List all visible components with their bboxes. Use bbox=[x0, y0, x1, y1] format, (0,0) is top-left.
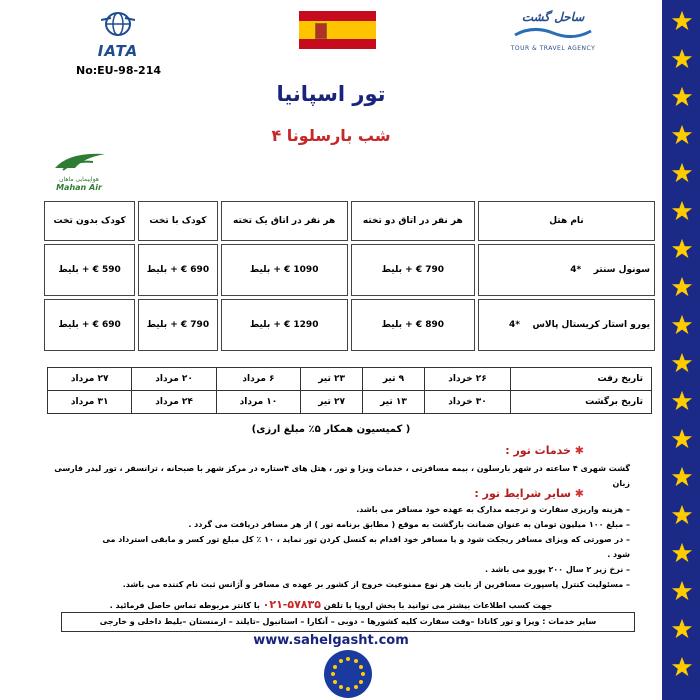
star-icon bbox=[671, 580, 693, 602]
contact-line bbox=[0, 598, 662, 611]
star-icon bbox=[671, 124, 693, 146]
star-icon bbox=[671, 656, 693, 678]
column-header: کودک با تخت bbox=[138, 201, 217, 241]
star-icon bbox=[671, 390, 693, 412]
star-icon bbox=[671, 466, 693, 488]
column-header: هر نفر در اتاق دو تخته bbox=[351, 201, 475, 241]
price-cell: 690 € + بلیط bbox=[44, 299, 135, 351]
condition-item: – مبلغ ۱۰۰ میلیون تومان به عنوان ضمانت بازگشت به موقع ( مطابق برنامه تور ) از هر مسافر دریافت می گردد . bbox=[188, 520, 630, 529]
price-cell: 790 € + بلیط bbox=[351, 244, 475, 296]
eu-star-icon bbox=[333, 680, 337, 684]
date-cell: ۶ مرداد bbox=[216, 368, 300, 391]
asterisk-icon: ✱ bbox=[574, 487, 584, 500]
eu-star-icon bbox=[339, 685, 343, 689]
date-cell: ۲۴ مرداد bbox=[132, 391, 216, 414]
date-cell: ۲۰ مرداد bbox=[132, 368, 216, 391]
wave-icon bbox=[513, 25, 593, 39]
star-icon bbox=[671, 542, 693, 564]
date-cell: ۹ تیر bbox=[363, 368, 425, 391]
hotel-name-cell bbox=[478, 244, 655, 296]
departure-label: تاریخ رفت bbox=[511, 368, 652, 391]
hotel-price-table bbox=[41, 198, 658, 354]
eu-star-icon bbox=[354, 659, 358, 663]
condition-item: – نرخ زیر ۲ سال ۲۰۰ یورو می باشد . bbox=[485, 565, 630, 574]
tour-code: No:EU-98-214 bbox=[76, 64, 162, 77]
iata-logo bbox=[78, 10, 158, 60]
column-header: نام هتل bbox=[478, 201, 655, 241]
asterisk-icon: ✱ bbox=[574, 444, 584, 457]
date-cell: ۱۳ تیر bbox=[363, 391, 425, 414]
services-title: خدمات تور : bbox=[505, 444, 571, 457]
hotel-name-cell bbox=[478, 299, 655, 351]
services-text: گشت شهری ۴ ساعته در شهر بارسلون ، بیمه مسافرتی ، خدمات ویزا و تور ، هتل های ۴ستاره در مرکز شهر با صبحانه ، ترانسفر ، تور لیدر فارسی زبان bbox=[54, 464, 630, 488]
date-cell: ۱۰ مرداد bbox=[216, 391, 300, 414]
eu-stars-icon bbox=[324, 650, 372, 698]
table-header-row bbox=[44, 201, 655, 241]
other-services: سایر خدمات : ویزا و تور کانادا –وقت سفارت کلیه کشورها – دوبی – آنکارا – استانبول –تایلند – ارمنستان –بلیط داخلی و خارجی bbox=[61, 612, 635, 632]
eu-star-icon bbox=[333, 665, 337, 669]
contact-after: با کانتر مربوطه تماس حاصل فرمائید . bbox=[109, 601, 260, 610]
dates-table bbox=[47, 367, 652, 414]
eu-stripe bbox=[662, 0, 700, 700]
price-cell: 690 € + بلیط bbox=[138, 244, 217, 296]
hotel-name: یورو استار کریستال پالاس bbox=[532, 320, 650, 330]
agency-logo bbox=[498, 10, 608, 52]
price-cell: 1090 € + بلیط bbox=[221, 244, 348, 296]
conditions-heading bbox=[474, 487, 584, 500]
star-icon bbox=[671, 86, 693, 108]
hotel-stars: *4 bbox=[570, 265, 582, 275]
hotel-stars: *4 bbox=[508, 320, 520, 330]
conditions-title: سایر شرایط تور : bbox=[474, 487, 571, 500]
return-row bbox=[48, 391, 652, 414]
globe-icon bbox=[101, 10, 135, 38]
star-icon bbox=[671, 314, 693, 336]
airline-english: Mahan Air bbox=[56, 183, 102, 192]
departure-row bbox=[48, 368, 652, 391]
services-heading bbox=[505, 444, 584, 457]
price-cell: 1290 € + بلیط bbox=[221, 299, 348, 351]
return-label: تاریخ برگشت bbox=[511, 391, 652, 414]
price-cell: 590 € + بلیط bbox=[44, 244, 135, 296]
bird-icon bbox=[49, 150, 109, 172]
column-header: هر نفر در اتاق یک تخته bbox=[221, 201, 348, 241]
date-cell: ۳۰ خرداد bbox=[424, 391, 510, 414]
condition-item: – در صورتی که ویزای مسافر ریجکت شود و یا مسافر خود اقدام به کنسل کردن تور نماید ، ۱۰ ٪ کل مبلغ تور کسر و مابقی استرداد می شود . bbox=[102, 535, 630, 559]
eu-star-icon bbox=[354, 685, 358, 689]
spain-flag bbox=[299, 11, 376, 49]
date-cell: ۲۷ مرداد bbox=[48, 368, 132, 391]
page-subtitle: ۴ شب بارسلونا bbox=[271, 126, 391, 145]
star-icon bbox=[671, 352, 693, 374]
condition-item: – مسئولیت کنترل پاسپورت مسافرین از بابت هر نوع ممنوعیت خروج از کشور بر عهده ی مسافر و آژانس ثبت نام کننده می باشد. bbox=[122, 580, 630, 589]
table-row bbox=[44, 299, 655, 351]
column-header: کودک بدون تخت bbox=[44, 201, 135, 241]
star-icon bbox=[671, 10, 693, 32]
table-row bbox=[44, 244, 655, 296]
date-cell: ۲۷ تیر bbox=[301, 391, 363, 414]
star-icon bbox=[671, 504, 693, 526]
date-cell: ۳۱ مرداد bbox=[48, 391, 132, 414]
eu-star-icon bbox=[359, 680, 363, 684]
conditions-list bbox=[90, 502, 630, 592]
condition-item: – هزینه واریزی سفارت و ترجمه مدارک به عهده خود مسافر می باشد. bbox=[356, 505, 630, 514]
price-cell: 790 € + بلیط bbox=[138, 299, 217, 351]
star-icon bbox=[671, 162, 693, 184]
airline-persian: هواپیمایی ماهان bbox=[59, 176, 99, 183]
star-icon bbox=[671, 48, 693, 70]
website-link[interactable]: www.sahelgasht.com bbox=[253, 633, 409, 648]
contact-before: جهت کسب اطلاعات بیشتر می توانید با بخش اروپا با تلفن bbox=[323, 601, 553, 610]
agency-name: ساحل گشت bbox=[521, 10, 585, 24]
star-icon bbox=[671, 238, 693, 260]
commission-note: (کمیسیون همکار ۵٪ مبلغ ارزی ) bbox=[251, 424, 411, 435]
star-icon bbox=[671, 428, 693, 450]
eu-star-icon bbox=[346, 657, 350, 661]
mahan-air-logo bbox=[42, 150, 116, 192]
eu-star-icon bbox=[331, 672, 335, 676]
page-title: تور اسپانیا bbox=[276, 82, 386, 106]
iata-text: IATA bbox=[97, 42, 139, 60]
star-icon bbox=[671, 276, 693, 298]
eu-star-icon bbox=[359, 665, 363, 669]
star-icon bbox=[671, 618, 693, 640]
date-cell: ۲۶ خرداد bbox=[424, 368, 510, 391]
price-cell: 890 € + بلیط bbox=[351, 299, 475, 351]
phone-number: ۵۷۸۳۵-۰۲۱ bbox=[262, 598, 321, 611]
star-icon bbox=[671, 200, 693, 222]
eu-star-icon bbox=[346, 687, 350, 691]
agency-sub: TOUR & TRAVEL AGENCY bbox=[510, 45, 596, 52]
eu-star-icon bbox=[361, 672, 365, 676]
eu-star-icon bbox=[339, 659, 343, 663]
date-cell: ۲۳ تیر bbox=[301, 368, 363, 391]
hotel-name: سونول سنتر bbox=[593, 265, 650, 275]
